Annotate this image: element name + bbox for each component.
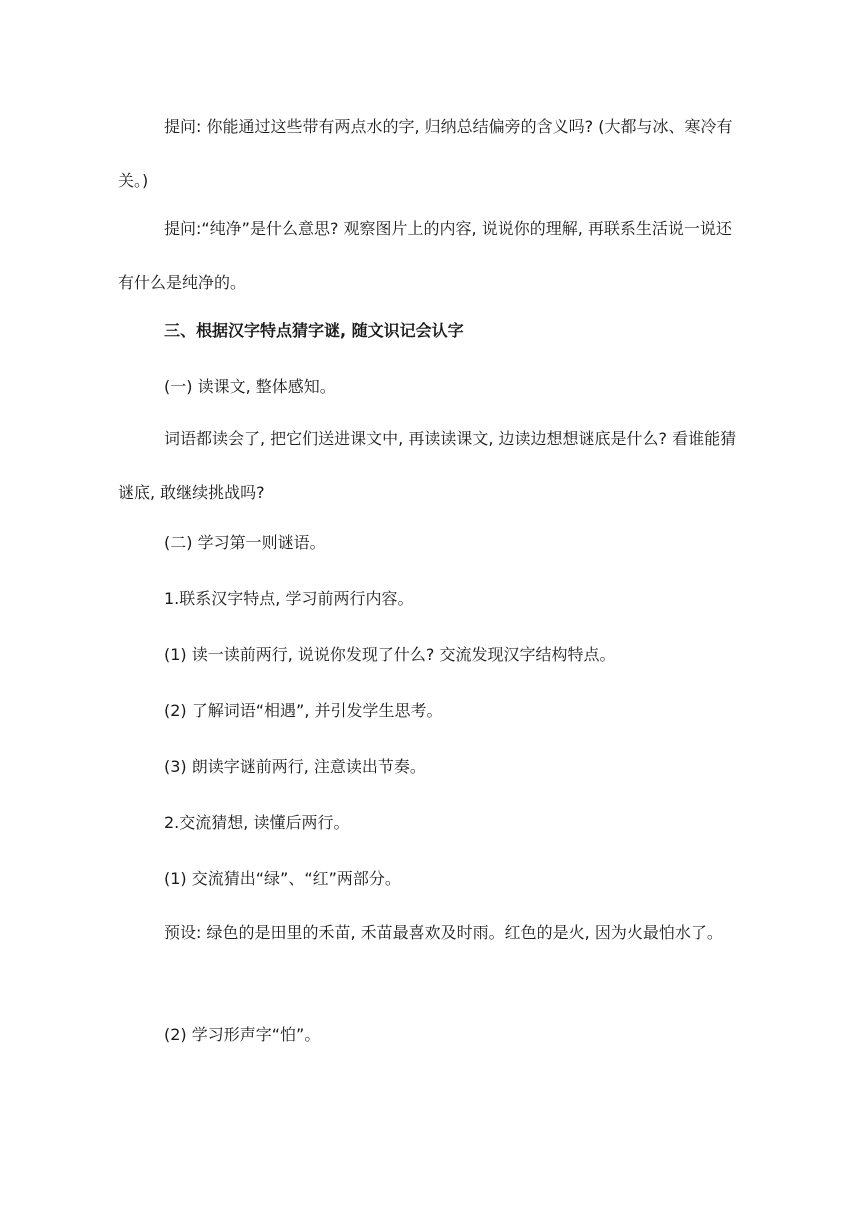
section-heading-three: 三、根据汉字特点猜字谜, 随文识记会认字 — [164, 321, 464, 340]
step-one-item-1: (1) 读一读前两行, 说说你发现了什么? 交流发现汉字结构特点。 — [164, 645, 616, 664]
step-two-item-2: (2) 学习形声字“怕”。 — [164, 1025, 321, 1044]
step-one-heading: 1.联系汉字特点, 学习前两行内容。 — [164, 589, 414, 608]
step-two-heading: 2.交流猜想, 读懂后两行。 — [164, 813, 350, 832]
paragraph-question-radical-meaning: 提问: 你能通过这些带有两点水的字, 归纳总结偏旁的含义吗? (大都与冰、寒冷有关。) — [118, 117, 733, 190]
step-one-item-3: (3) 朗读字谜前两行, 注意读出节奏。 — [164, 757, 426, 776]
paragraph-preset-answer: 预设: 绿色的是田里的禾苗, 禾苗最喜欢及时雨。红色的是火, 因为火最怕水了。 — [164, 923, 723, 942]
paragraph-read-words: 词语都读会了, 把它们送进课文中, 再读读课文, 边读边想想谜底是什么? 看谁能猜谜底, 敢继续挑战吗? — [118, 429, 737, 502]
step-two-item-1: (1) 交流猜出“绿”、“红”两部分。 — [164, 869, 401, 888]
paragraph-question-purity: 提问:“纯净”是什么意思? 观察图片上的内容, 说说你的理解, 再联系生活说一说还有什么是纯净的。 — [118, 219, 732, 292]
subsection-read-text: (一) 读课文, 整体感知。 — [164, 377, 336, 396]
step-one-item-2: (2) 了解词语“相遇”, 并引发学生思考。 — [164, 701, 443, 720]
subsection-first-riddle: (二) 学习第一则谜语。 — [164, 533, 326, 552]
